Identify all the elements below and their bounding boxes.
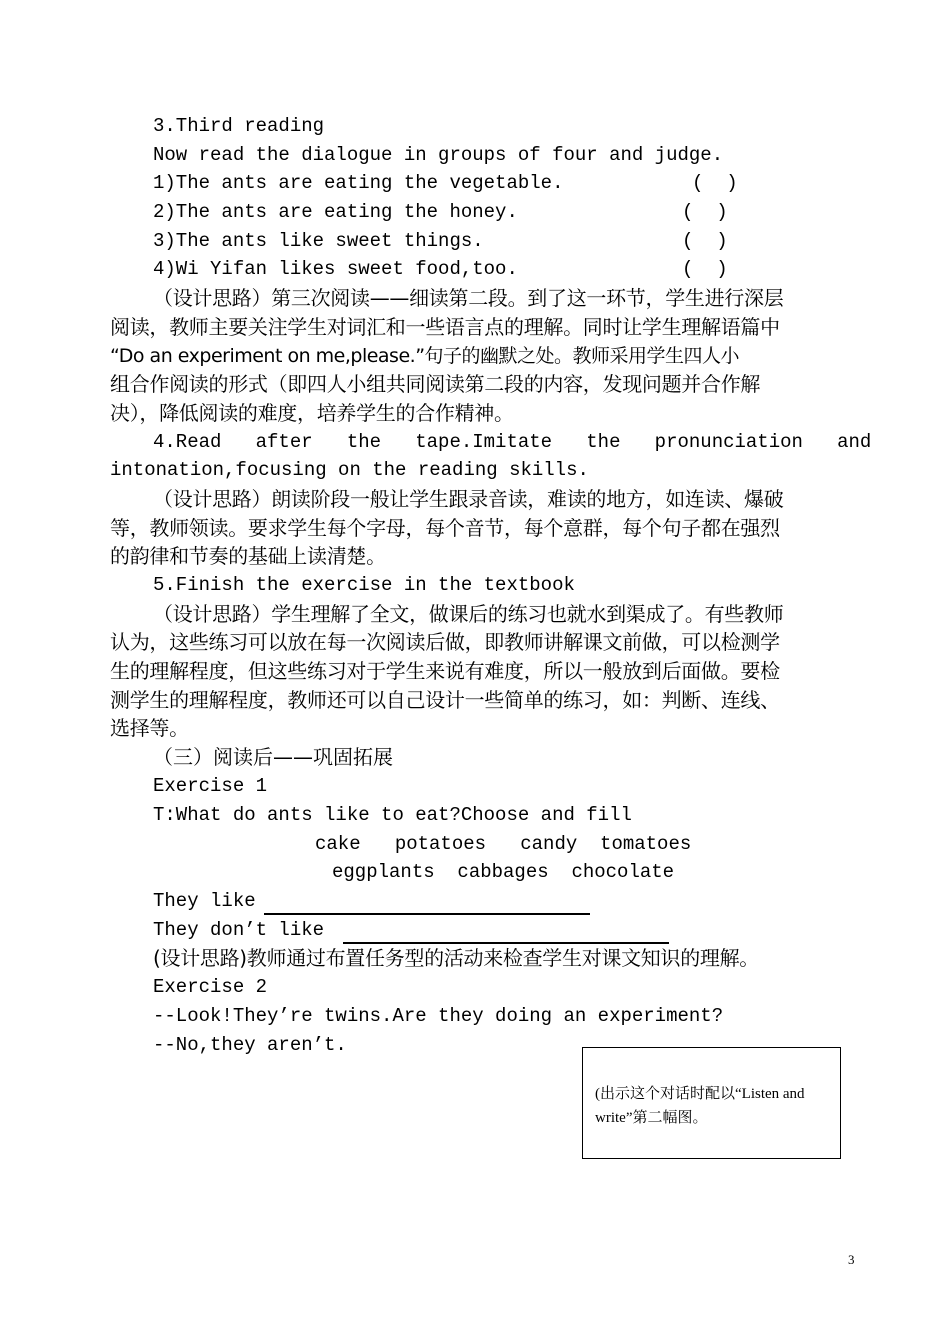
exercise1-title: Exercise 1 bbox=[153, 775, 268, 797]
picture-note-box bbox=[582, 1047, 841, 1159]
section4-design-line-1: （设计思路）朗读阶段一般让学生跟录音读，难读的地方，如连读、爆破 bbox=[153, 487, 784, 511]
exercise2-line-2: --No,they aren’t. bbox=[153, 1034, 347, 1056]
section4-line-1: 4.Read after the tape.Imitate the pronunciation and bbox=[153, 431, 872, 453]
section5-design-line-2: 认为，这些练习可以放在每一次阅读后做，即教师讲解课文前做，可以检测学 bbox=[110, 630, 780, 654]
exercise1-design: (设计思路)教师通过布置任务型的活动来检查学生对课文知识的理解。 bbox=[153, 946, 760, 970]
picture-note-text: (出示这个对话时配以“Listen and write”第二幅图。 bbox=[595, 1086, 805, 1126]
section5-design-line-5: 选择等。 bbox=[110, 716, 189, 740]
they-like-answer-line bbox=[264, 913, 590, 915]
section4-design-line-2: 等，教师领读。要求学生每个字母，每个音节，每个意群，每个句子都在强烈 bbox=[110, 516, 780, 540]
section3-design-line-4: 组合作阅读的形式（即四人小组共同阅读第二段的内容，发现问题并合作解 bbox=[110, 372, 761, 396]
post-reading-heading: （三）阅读后——巩固拓展 bbox=[153, 745, 393, 769]
judge-item-1: 1)The ants are eating the vegetable. bbox=[153, 172, 564, 194]
section3-design-line-3: “Do an experiment on me,please.”句子的幽默之处。教师采用学生四人小 bbox=[110, 345, 740, 367]
section3-instruction: Now read the dialogue in groups of four and judge. bbox=[153, 144, 724, 166]
section3-design-line-5: 决），降低阅读的难度，培养学生的合作精神。 bbox=[110, 401, 514, 425]
they-dont-like-label: They don’t like bbox=[153, 919, 325, 941]
section5-title: 5.Finish the exercise in the textbook bbox=[153, 574, 575, 596]
section4-design-line-3: 的韵律和节奏的基础上读清楚。 bbox=[110, 544, 386, 568]
judge-item-3: 3)The ants like sweet things. bbox=[153, 230, 484, 252]
judge-paren-3: ( ) bbox=[682, 230, 728, 252]
page-number: 3 bbox=[848, 1252, 855, 1267]
section3-design-line-1: （设计思路）第三次阅读——细读第二段。到了这一环节，学生进行深层 bbox=[153, 286, 784, 310]
exercise2-line-1: --Look!They’re twins.Are they doing an experiment? bbox=[153, 1005, 724, 1027]
judge-item-4: 4)Wi Yifan likes sweet food,too. bbox=[153, 258, 518, 280]
judge-item-2: 2)The ants are eating the honey. bbox=[153, 201, 518, 223]
exercise1-prompt: T:What do ants like to eat?Choose and fill bbox=[153, 804, 632, 826]
section3-design-line-2: 阅读，教师主要关注学生对词汇和一些语言点的理解。同时让学生理解语篇中 bbox=[110, 315, 780, 339]
section5-design-line-4: 测学生的理解程度，教师还可以自己设计一些简单的练习，如：判断、连线、 bbox=[110, 688, 780, 712]
judge-paren-1: ( ) bbox=[692, 172, 738, 194]
word-bank-row-2: eggplants cabbages chocolate bbox=[332, 861, 675, 883]
section5-design-line-3: 生的理解程度，但这些练习对于学生来说有难度，所以一般放到后面做。要检 bbox=[110, 659, 780, 683]
section5-design-line-1: （设计思路）学生理解了全文，做课后的练习也就水到渠成了。有些教师 bbox=[153, 602, 784, 626]
section4-line-2: intonation,focusing on the reading skills. bbox=[110, 459, 589, 481]
they-like-label: They like bbox=[153, 890, 256, 912]
judge-paren-2: ( ) bbox=[682, 201, 728, 223]
exercise2-title: Exercise 2 bbox=[153, 976, 268, 998]
judge-paren-4: ( ) bbox=[682, 258, 728, 280]
section3-title: 3.Third reading bbox=[153, 115, 325, 137]
word-bank-row-1: cake potatoes candy tomatoes bbox=[315, 833, 692, 855]
